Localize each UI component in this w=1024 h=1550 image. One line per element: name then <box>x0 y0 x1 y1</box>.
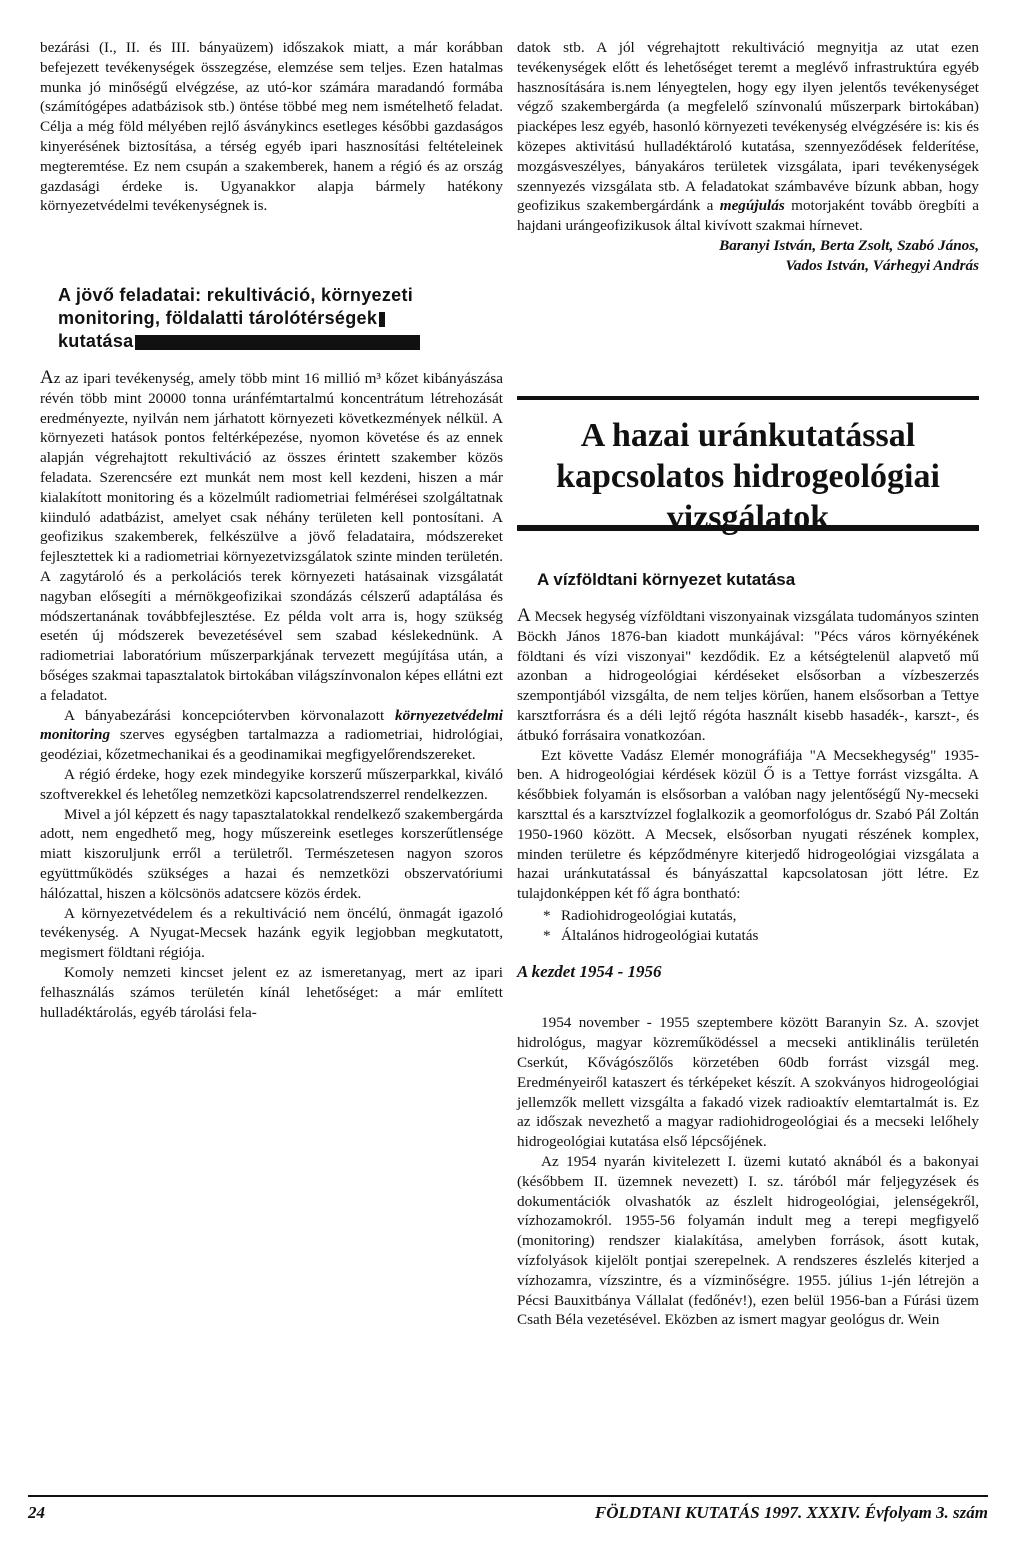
section-heading-hydrogeology: A vízföldtani környezet kutatása <box>537 570 796 589</box>
black-bar <box>135 335 420 350</box>
paragraph-text: datok stb. A jól végrehajtott rekultiváció megnyitja az utat ezen tevékenységek előtt és lehetőséget teremt a meglévő infrastruktúra egyéb hasznosítására is.nem lényegtelen, hogy egy ilyen jelentős tevékenységet végző szakembergárda (a megfelelő színvonalú műszerpark birtokában) piacképes lesz egyéb, hasonló környezeti tevékenység elvégzésére is: kis és közepes aktivitású hulladéktároló kutatása, szennyeződések felderítése, mozgásveszélyes, bányakáros területek vizsgálata, ipari tevékenységek szennyezés vizsgálata stb. A feladatokat számbavéve bízunk abban, hogy geofizikus szakembergárdánk a <box>517 39 979 215</box>
page-footer <box>28 1503 988 1527</box>
headline-line: kapcsolatos hidrogeológiai <box>556 458 940 495</box>
paragraph: Komoly nemzeti kincset jelent ez az ismeretanyag, mert az ipari felhasználás számos területén kínál lehetőséget: a már említett hulladéktárolás, egyéb tárolási fela- <box>40 963 503 1021</box>
left-column-top <box>40 38 503 216</box>
drop-cap: A <box>517 605 531 626</box>
paragraph-text: A bányabezárási koncepciótervben körvonalazott <box>64 706 385 724</box>
section-heading-future-tasks <box>58 284 458 353</box>
paragraph <box>517 38 979 236</box>
heading-line <box>58 330 458 353</box>
paragraph: A régió érdeke, hogy ezek mindegyike korszerű műszerparkkal, kiváló szoftverekkel és lehetőleg nemzetközi kapcsolatrendszerrel rendelkezzen. <box>40 765 503 803</box>
paragraph: bezárási (I., II. és III. bányaüzem) időszakok miatt, a már korábban befejezett tevékenységek összegzése, elemzése sem teljes. Ezen hatalmas munka jó minőségű elvégzése, az utó-kor számára maradandó formába (számítógépes adatbázisok stb.) öntése többé meg nem ismételhető feladat. Célja a még föld mélyében rejlő ásványkincs esetleges későbbi gazdaságos kinyerésének biztosítása, a térség egyéb ipari hasznosítási feltételeinek megteremtése. Ez nem csupán a szakemberek, hanem a régió és az ország gazdasági érdeke is. Ugyanakkor alapja bármely hatékony környezetvédelmi tevékenységnek is. <box>40 39 503 215</box>
emphasis-text: környezetvédelmi monitoring <box>40 706 503 744</box>
list-item: * Radiohidrogeológiai kutatás, <box>517 906 979 926</box>
black-bar <box>379 312 385 327</box>
paragraph: Az 1954 nyarán kivitelezett I. üzemi kutató aknából és a bakonyai (későbbem II. üzemnek nevezett) I. sz. táróból már feljegyzések és dokumentációk olvashatók az észlelt hidrogeológiai, jelenségekről, vízhozamokról. 1955-56 folyamán indult meg a terepi megfigyelő (monitoring) rendszer kialakítása, amelyben források, ásott kutak, vízfolyások kijelölt pontjai szerepelnek. A rendszeres észlelés kiterjed a vízhozamra, vízszintre, és a vízminőségre. 1955. július 1-jén létrejön a Pécsi Bauxitbánya Vállalat (fedőnév!), ezen belül 1956-ban a Fúrási üzem Csath Béla vezetésével. Eközben az ismert magyar geológus dr. Wein <box>517 1152 979 1329</box>
left-column-main <box>40 368 503 1022</box>
page-number: 24 <box>28 1503 45 1522</box>
paragraph: A környezetvédelem és a rekultiváció nem öncélú, önmagát igazoló tevékenység. A Nyugat-Mecsek hazánk egyik legjobban megkutatott, megismert földtani régiója. <box>40 904 503 962</box>
author-line: Vados István, Várhegyi András <box>785 256 979 274</box>
emphasis-text: megújulás <box>719 197 785 215</box>
paragraph-text: Mecsek hegység vízföldtani viszonyainak vizsgálata tudományos szinten Böckh János 1876-ban kiadott munkájával: "Pécs város környékének földtani és vízi viszonyai" kezdődik. Ez a kétségtelenül alapvető mű azonban a hidrogeológiai kérdéseket elsősorban a vízbeszerzés szempontjából vizsgálta, de nem teljes körűen, hanem elsősorban a Tettye karsztforrásra és a déli lejtő régóta használt kisebb hasadék-, karszt-, és átbukó forrásaira vonatkozóan. <box>517 608 979 744</box>
heading-line: A jövő feladatai: rekultiváció, környezeti <box>58 285 414 305</box>
paragraph: 1954 november - 1955 szeptembere között Baranyin Sz. A. szovjet hidrológus, magyar közreműködéssel a mecseki antiklinális területén Cserkút, Kővágószőlős körzetében 60db forrást vizsgál meg. Eredményeiről kataszert és térképeket készít. A szokványos hidrogeológiai jellemzők mellett vizsgálta a fakadó vizek radioaktív elemtartalmát is. Ez az időszak nevezhető a magyar radiohidrogeológiai és a mecseki lelőhely hidrogeológiai kutatása első lépcsőjének. <box>517 1014 979 1151</box>
heading-line <box>58 307 458 330</box>
heading-line-text: monitoring, földalatti tárolótérségek <box>58 308 378 328</box>
section-subtitle: A kezdet 1954 - 1956 <box>517 961 662 981</box>
right-column-top <box>517 38 979 276</box>
paragraph-text: szerves egységben tartalmazza a radiometriai, hidrológiai, geodéziai, kőzetmechanikai és a geodinamikai megfigyelőrendszereket. <box>40 726 503 764</box>
paragraph <box>40 706 503 765</box>
bullet-list <box>517 906 979 946</box>
paragraph-text: z az ipari tevékenység, amely több mint 16 millió m³ kőzet kibányászása révén több mint 20000 tonna uránfémtartalmú koncentrátum létrehozását eredményezte, nyilván nem járhatott környezeti következmények nélkül. A környezeti hatások pontos feltérképezése, nyomon követése és az ennek alapján végrehajtott rekultiváció az összes érintett szakember közös feladata. Szerencsére ezt munkát nem most kell kezdeni, hiszen a már kialakított monitoring és a közelmúlt radiometriai felmérései szolgáltatnak kiinduló adatbázist, amelyet csak néhány területen kell pontosítani. A geofizikus szakemberek, felkészülve a jövő feladataira, módszereket fejlesztettek ki a radiometriai környezetvizsgálatok szinte minden területén. A zagytároló és a perkolációs terek környezeti hatásainak vizsgálatát nagyban elősegíti a mérnökgeofizikai szondázás célszerű adaptálása és módszertanának továbbfejlesztése. Ez példa volt arra is, hogy szükség esetén új módszerek bevezetésével sem szabad késlekednünk. A radiometriai laboratórium műszerparkjának tervezett megújítása után, a bőséges szakmai tapasztalatok birtokában világszínvonalon képes ellátni ezt a feladatot. <box>40 370 503 704</box>
paragraph-text: motorjaként tovább öregbíti a hajdani urángeofizikusok által kivívott szakmai hírnevet. <box>517 197 980 235</box>
paragraph <box>517 606 979 746</box>
headline-line: A hazai uránkutatással <box>580 417 916 454</box>
list-item: * Általános hidrogeológiai kutatás <box>517 926 979 946</box>
author-line: Baranyi István, Berta Zsolt, Szabó János, <box>719 236 979 254</box>
author-signature <box>517 236 979 276</box>
article-headline <box>517 415 979 538</box>
paragraph: Mivel a jól képzett és nagy tapasztalatokkal rendelkező szakembergárda adott, nem engedhető meg, hogy műszereink esetleges korszerűtlensége miatt kiszoruljunk erről a területről. Természetesen nagyon szoros együttműködés szükséges a hazai és nemzetközi obszervatóriumi hálózattal, hiszen a kölcsönös adatcsere közös érdek. <box>40 805 503 902</box>
paragraph <box>40 368 503 706</box>
headline-rule-top <box>517 396 979 400</box>
footer-rule <box>28 1495 988 1497</box>
journal-reference: FÖLDTANI KUTATÁS 1997. XXXIV. Évfolyam 3. szám <box>594 1503 988 1522</box>
right-column-main <box>517 606 979 1330</box>
drop-cap: A <box>40 367 54 388</box>
headline-line: vizsgálatok <box>666 499 830 536</box>
heading-line-text: kutatása <box>58 331 134 351</box>
paragraph: Ezt követte Vadász Elemér monográfiája "A Mecsekhegység" 1935-ben. A hidrogeológiai kérdések közül Ő is a Tettye forrást vizsgálta. A későbbiek folyamán is elsősorban a valóban nagy jelentőségű Ny-mecseki karszttal és a karsztvízzel foglalkozik a geomorfológus dr. Szabó Pál Zoltán 1950-1960 között. A Mecsek, elsősorban nyugati részének komplex, minden területre és képződményre kiterjedő hidrogeológiai vizsgálata a hazai uránkutatással és bányászattal kapcsolatosan jött létre. Ez tulajdonképpen két fő ágra bontható: <box>517 746 979 903</box>
